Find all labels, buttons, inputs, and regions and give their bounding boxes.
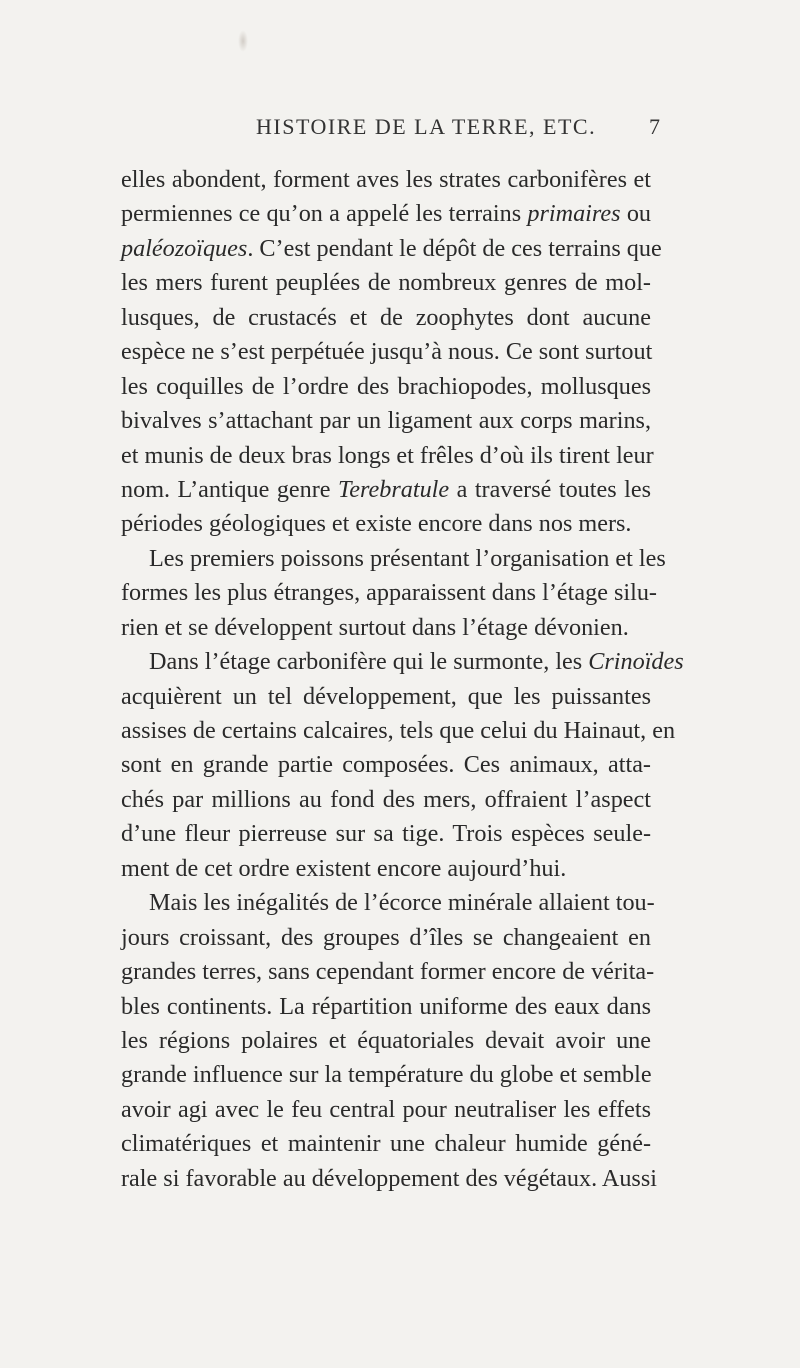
- text-line: les mers furent peuplées de nombreux genres de mol-: [121, 269, 651, 297]
- text-line: périodes géologiques et existe encore dans nos mers.: [121, 510, 632, 538]
- text-line: les coquilles de l’ordre des brachiopodes, mollusques: [121, 372, 651, 400]
- text-line: lusques, de crustacés et de zoophytes dont aucune: [121, 303, 651, 331]
- text-line: et munis de deux bras longs et frêles d’où ils tirent leur: [121, 441, 654, 469]
- page-number: 7: [649, 114, 660, 139]
- text-line: jours croissant, des groupes d’îles se changeaient en: [121, 923, 651, 951]
- text-line: [121, 197, 651, 231]
- ink-mark: [238, 30, 248, 52]
- text-line: ment de cet ordre existent encore aujourd’hui.: [121, 854, 567, 882]
- text-line: grande influence sur la température du globe et semble: [121, 1061, 652, 1089]
- text-line: rale si favorable au développement des végétaux. Aussi: [121, 1164, 657, 1192]
- text-line: acquièrent un tel développement, que les puissantes: [121, 682, 651, 710]
- text-line: sont en grande partie composées. Ces animaux, atta-: [121, 751, 651, 779]
- text-line: espèce ne s’est perpétuée jusqu’à nous. Ce sont surtout: [121, 338, 653, 366]
- text-segment: Dans l’étage carbonifère qui le surmonte, les: [149, 648, 589, 676]
- text-line: d’une fleur pierreuse sur sa tige. Trois espèces seule-: [121, 820, 651, 848]
- italic-term: Terebratule: [338, 475, 450, 503]
- text-segment: a traversé toutes les: [449, 475, 651, 503]
- text-line: elles abondent, forment aves les strates carbonifères et: [121, 166, 651, 193]
- text-line: bivalves s’attachant par un ligament aux corps marins,: [121, 407, 651, 435]
- text-line: bles continents. La répartition uniforme des eaux dans: [121, 992, 651, 1020]
- italic-term: Crinoïdes: [588, 648, 684, 676]
- text-line: avoir agi avec le feu central pour neutraliser les effets: [121, 1095, 651, 1123]
- text-segment: permiennes ce qu’on a appelé les terrains: [121, 200, 528, 228]
- text-line: [121, 645, 684, 679]
- text-line: assises de certains calcaires, tels que celui du Hainaut, en: [121, 717, 676, 744]
- text-segment: . C’est pendant le dépôt de ces terrains que: [247, 234, 662, 262]
- italic-term: paléozoïques: [121, 234, 248, 262]
- italic-term: primaires: [527, 200, 621, 228]
- page-header: [150, 114, 660, 144]
- text-segment: ou: [620, 200, 651, 228]
- text-line: [121, 232, 662, 266]
- text-line: rien et se développent surtout dans l’étage dévonien.: [121, 613, 629, 641]
- text-line: [121, 473, 651, 507]
- text-line: climatériques et maintenir une chaleur humide géné-: [121, 1130, 651, 1158]
- body-text: [121, 163, 684, 1196]
- text-line: chés par millions au fond des mers, offraient l’aspect: [121, 785, 651, 813]
- text-segment: nom. L’antique genre: [121, 475, 339, 503]
- text-line: grandes terres, sans cependant former encore de vérita-: [121, 958, 655, 986]
- text-line: les régions polaires et équatoriales devait avoir une: [121, 1026, 651, 1054]
- text-line: Les premiers poissons présentant l’organisation et les: [149, 544, 666, 572]
- running-title: HISTOIRE DE LA TERRE, ETC.: [256, 114, 597, 139]
- text-line: formes les plus étranges, apparaissent dans l’étage silu-: [121, 579, 657, 607]
- text-line: Mais les inégalités de l’écorce minérale allaient tou-: [149, 889, 655, 917]
